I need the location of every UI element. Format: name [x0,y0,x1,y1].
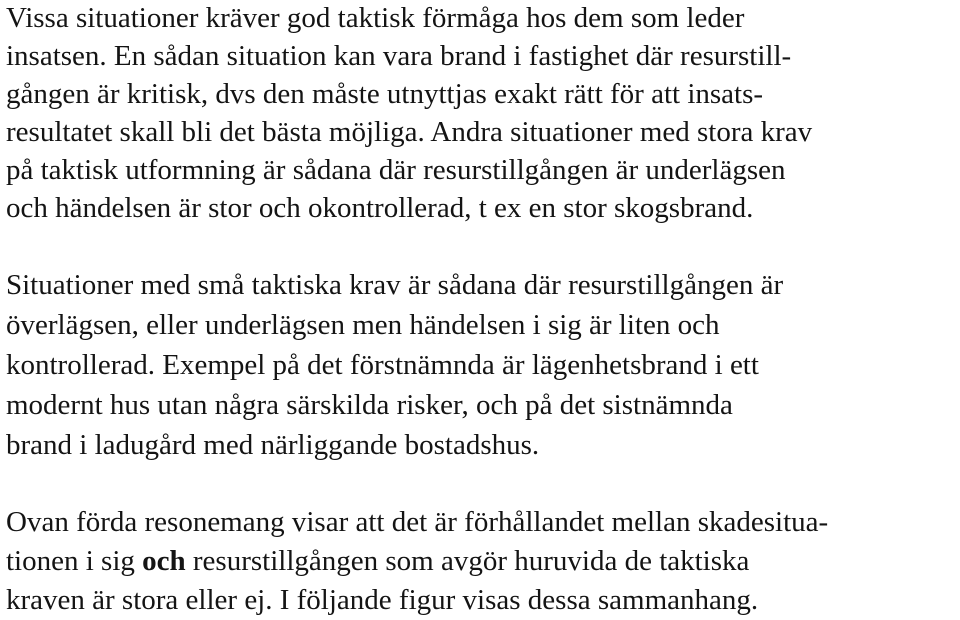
text-line: Ovan förda resonemang visar att det är förhållandet mellan skadesitua- [6,506,829,538]
text-line: på taktisk utformning är sådana där resurstillgången är underlägsen [6,154,786,186]
text-line: resultatet skall bli det bästa möjliga. Andra situationer med stora krav [6,116,813,148]
text-segment: resurstillgången som avgör huruvida de taktiska [185,545,750,577]
text-line: och händelsen är stor och okontrollerad, t ex en stor skogsbrand. [6,192,754,224]
text-segment: tionen i sig [6,545,143,577]
text-line: brand i ladugård med närliggande bostadshus. [6,429,540,461]
text-line-with-emphasis [6,542,749,580]
emphasized-word: och [142,545,186,577]
text-line: överlägsen, eller underlägsen men händelsen i sig är liten och [6,309,720,341]
text-line: kontrollerad. Exempel på det förstnämnda är lägenhetsbrand i ett [6,349,759,381]
text-line: modernt hus utan några särskilda risker, och på det sistnämnda [6,389,733,421]
text-line: insatsen. En sådan situation kan vara brand i fastighet där resurstill- [6,40,792,72]
text-line: Vissa situationer kräver god taktisk förmåga hos dem som leder [6,2,745,34]
text-line: gången är kritisk, dvs den måste utnyttjas exakt rätt för att insats- [6,78,764,110]
text-line: kraven är stora eller ej. I följande figur visas dessa sammanhang. [6,584,759,616]
text-line: Situationer med små taktiska krav är sådana där resurstillgången är [6,269,784,301]
